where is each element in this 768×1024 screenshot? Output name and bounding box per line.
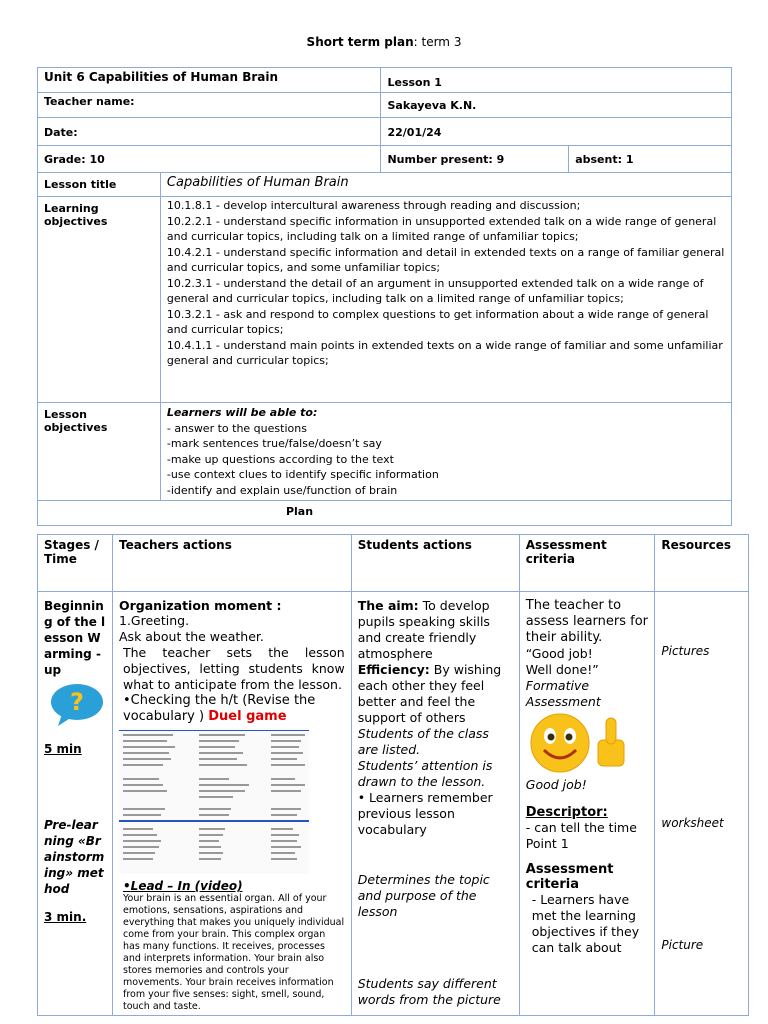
resource-picture: Picture: [661, 938, 704, 952]
lesson-title-label: Lesson title: [38, 173, 161, 197]
students-listed: Students of the class are listed.: [357, 726, 489, 757]
assessment-criteria-text: - Learners have met the learning objectives if they can talk about: [531, 892, 640, 955]
objective-item: 10.2.2.1 - understand specific information in unsupported extended talk on a wide range of general and curricular topics, including talk on a limited range of unfamiliar topics;: [166, 214, 717, 243]
objective-item: 10.2.3.1 - understand the detail of an argument in unsupported extended talk on a wide range of general and curricular topics, including talk on a limited range of unfamiliar topics;: [166, 276, 704, 305]
vocabulary-image: [119, 728, 309, 874]
lesson-info-table: [37, 67, 732, 526]
students-actions-cell: [351, 592, 519, 1016]
teacher-label: Teacher name:: [38, 93, 381, 118]
praise-well: Well done!”: [525, 662, 599, 677]
good-job: Good job!: [525, 777, 587, 792]
column-header: Students actions: [351, 535, 519, 592]
learning-objectives: [160, 197, 731, 403]
svg-text:?: ?: [70, 688, 84, 716]
column-header: Assessment criteria: [519, 535, 655, 592]
resource-pictures: Pictures: [661, 644, 710, 658]
lesson-objectives: [160, 403, 731, 501]
formative-assessment: Formative Assessment: [525, 678, 601, 709]
lesson-number: Lesson 1: [381, 68, 732, 93]
stage-time-2: 3 min.: [44, 910, 87, 924]
students-attention: Students’ attention is drawn to the lesson.: [357, 758, 493, 789]
assessment-cell: [519, 592, 655, 1016]
grade: Grade: 10: [38, 146, 381, 173]
lead-in: •Lead – In (video): [123, 879, 243, 893]
column-header: Resources: [655, 535, 749, 592]
lesson-objectives-heading: Learners will be able to:: [166, 406, 318, 419]
plan-table: [37, 534, 749, 1016]
objective-item: 10.1.8.1 - develop intercultural awareness through reading and discussion;: [166, 199, 581, 212]
stage-time: 5 min: [44, 742, 82, 756]
smiley-thumbs-up-icon: [526, 712, 638, 774]
number-present: Number present: 9: [381, 146, 569, 173]
weather: Ask about the weather.: [119, 629, 264, 644]
column-header: Teachers actions: [113, 535, 352, 592]
objective-item: 10.4.2.1 - understand specific information and detail in extended texts on a range of familiar general and curricular topics, and some unfamiliar topics;: [166, 245, 725, 274]
objective-item: 10.3.2.1 - ask and respond to complex questions to get information about a wide range of general and curricular topics;: [166, 307, 709, 336]
descriptor-text: - can tell the time Point 1: [525, 820, 637, 851]
lesson-objective-item: - answer to the questions: [166, 421, 307, 435]
question-bubble-icon: [48, 682, 106, 728]
efficiency: Efficiency: By wishing each other they feel better and feel the support of others: [357, 662, 502, 725]
stage-method: Pre-learning «Brainstorming» method: [44, 818, 105, 896]
brain-text: Your brain is an essential organ. All of your emotions, sensations, aspirations and everything that makes you uniquely individual come from your brain. This complex organ has many functions. It receives, processes and interprets information. Your brain also stores memories and controls your movements. Your brain receives information from your five senses: sight, smell, sound, touch and taste.: [123, 893, 345, 1012]
absent: absent: 1: [569, 146, 732, 173]
assessment-criteria: Assessment criteria: [525, 862, 614, 892]
plan-label: Plan: [38, 501, 732, 526]
lesson-objective-item: -mark sentences true/false/doesn’t say: [166, 437, 382, 450]
organization-moment: Organization moment :: [119, 598, 282, 613]
aim: The aim: To develop pupils speaking skills and create friendly atmosphere: [357, 598, 490, 661]
teacher-actions-cell: [113, 592, 352, 1016]
lesson-objectives-label: Lesson objectives: [38, 403, 161, 501]
page-title: Short term plan: term 3: [306, 35, 462, 49]
date-value: 22/01/24: [381, 118, 732, 146]
lesson-objective-item: -make up questions according to the text: [166, 452, 394, 466]
resources-cell: [655, 592, 749, 1016]
greeting: 1.Greeting.: [119, 613, 190, 628]
learning-objectives-label: Learning objectives: [38, 197, 161, 403]
objective-item: 10.4.1.1 - understand main points in extended texts on a wide range of familiar and some unfamiliar general and curricular topics;: [166, 338, 723, 367]
lesson-objective-item: -identify and explain use/function of brain: [166, 483, 398, 497]
stage-cell: [38, 592, 113, 1016]
date-label: Date:: [38, 118, 381, 146]
lesson-objective-item: -use context clues to identify specific information: [166, 468, 439, 481]
determines-topic: Determines the topic and purpose of the lesson: [357, 872, 490, 919]
descriptor: Descriptor:: [525, 805, 608, 820]
lesson-title-value: Capabilities of Human Brain: [160, 173, 731, 197]
column-header: Stages / Time: [38, 535, 113, 592]
stage-name: Beginning of the lesson Warming -up: [44, 599, 106, 677]
resource-worksheet: worksheet: [661, 816, 724, 830]
unit-title: Unit 6 Capabilities of Human Brain: [38, 68, 381, 93]
students-say: Students say different words from the picture: [357, 976, 501, 1007]
checking-homework: •Checking the h/t (Revise the vocabulary ) Duel game: [123, 693, 316, 724]
teacher-value: Sakayeva K.N.: [381, 93, 732, 118]
duel-game: Duel game: [208, 709, 287, 724]
praise-good: “Good job!: [525, 646, 593, 661]
teacher-sets-objectives: The teacher sets the lesson objectives, letting students know what to anticipate from the lesson.: [123, 645, 345, 692]
learners-remember: • Learners remember previous lesson vocabulary: [357, 790, 493, 837]
assessment-intro: The teacher to assess learners for their ability.: [525, 598, 649, 645]
